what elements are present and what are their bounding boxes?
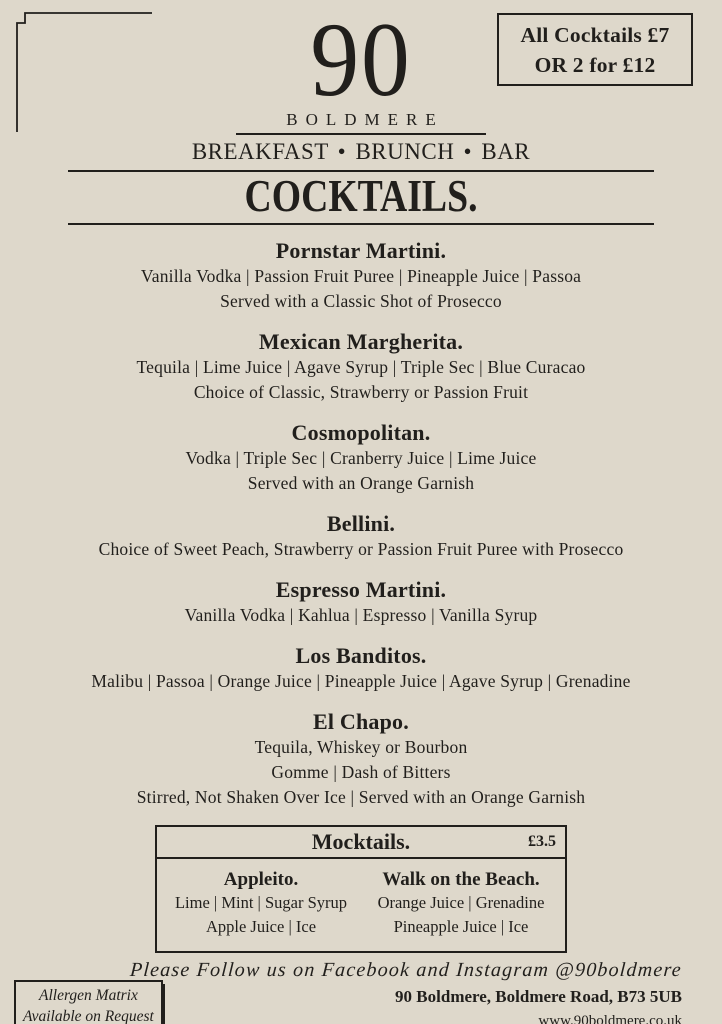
mocktail-item-walk-on-the-beach (361, 868, 561, 939)
mocktails-title: Mocktails. (311, 829, 411, 854)
logo-name: BOLDMERE (286, 110, 444, 129)
cocktail-name: El Chapo. (313, 709, 409, 734)
allergen-line-2: Available on Request (23, 1008, 154, 1024)
cocktail-list (0, 238, 722, 810)
offer-line-1: All Cocktails £7 (520, 22, 670, 47)
cocktail-desc-line: Served with an Orange Garnish (247, 473, 475, 493)
mocktails-price: £3.5 (528, 833, 556, 850)
section-rule-bottom (68, 223, 654, 225)
cocktail-item-el-chapo (0, 709, 722, 810)
mocktail-desc-line: Orange Juice | Grenadine (377, 893, 545, 912)
cocktail-name: Los Banditos. (295, 643, 427, 668)
website: www.90boldmere.co.uk (538, 1013, 682, 1024)
mocktails-body (157, 859, 565, 951)
mocktail-item-appleito (161, 868, 361, 939)
cocktail-desc-line: Tequila | Lime Juice | Agave Syrup | Triple Sec | Blue Curacao (136, 357, 586, 377)
cocktail-item-mexican-margherita (0, 329, 722, 405)
cocktail-desc-line: Served with a Classic Shot of Prosecco (220, 291, 502, 311)
mocktail-desc-line: Lime | Mint | Sugar Syrup (174, 893, 348, 912)
cocktail-desc-line: Choice of Classic, Strawberry or Passion Fruit (193, 382, 529, 402)
cocktail-desc-line: Vanilla Vodka | Kahlua | Espresso | Vanilla Syrup (184, 605, 538, 625)
page-title: COCKTAILS. (244, 170, 478, 221)
cocktail-name: Espresso Martini. (275, 577, 447, 602)
cocktail-item-los-banditos (0, 643, 722, 694)
offer-box (497, 13, 693, 86)
offer-line-2: OR 2 for £12 (534, 52, 656, 77)
mocktails-box (155, 825, 567, 953)
cocktail-name: Pornstar Martini. (275, 238, 447, 263)
cocktail-item-espresso-martini (0, 577, 722, 628)
social-note: Please Follow us on Facebook and Instagram @90boldmere (129, 959, 683, 981)
mocktail-name: Appleito. (223, 869, 299, 890)
cocktail-name: Mexican Margherita. (258, 329, 464, 354)
cocktail-desc-line: Gomme | Dash of Bitters (271, 762, 451, 782)
address: 90 Boldmere, Boldmere Road, B73 5UB (395, 987, 682, 1006)
cocktail-desc-line: Stirred, Not Shaken Over Ice | Served with an Orange Garnish (136, 787, 586, 807)
footer-contact (130, 957, 682, 1024)
cocktail-desc-line: Tequila, Whiskey or Bourbon (254, 737, 468, 757)
mocktails-header (157, 827, 565, 859)
allergen-line-1: Allergen Matrix (39, 987, 138, 1004)
cocktail-name: Bellini. (326, 511, 396, 536)
logo-rule (236, 133, 486, 135)
mocktail-name: Walk on the Beach. (382, 869, 540, 890)
cocktail-desc-line: Vodka | Triple Sec | Cranberry Juice | Lime Juice (185, 448, 537, 468)
cocktail-name: Cosmopolitan. (291, 420, 431, 445)
corner-bracket-decoration (0, 0, 160, 140)
mocktail-desc-line: Apple Juice | Ice (205, 917, 317, 936)
cocktail-item-cosmopolitan (0, 420, 722, 496)
cocktail-item-pornstar-martini (0, 238, 722, 314)
mocktail-desc-line: Pineapple Juice | Ice (393, 917, 529, 936)
footer (0, 953, 722, 1024)
logo-number: 90 (310, 1, 412, 118)
cocktail-desc-line: Malibu | Passoa | Orange Juice | Pineapple Juice | Agave Syrup | Grenadine (91, 671, 631, 691)
cocktail-item-bellini (0, 511, 722, 562)
tagline: BREAKFAST • BRUNCH • BAR (191, 139, 531, 164)
cocktail-desc-line: Choice of Sweet Peach, Strawberry or Passion Fruit Puree with Prosecco (98, 539, 624, 559)
cocktail-desc-line: Vanilla Vodka | Passion Fruit Puree | Pineapple Juice | Passoa (140, 266, 582, 286)
